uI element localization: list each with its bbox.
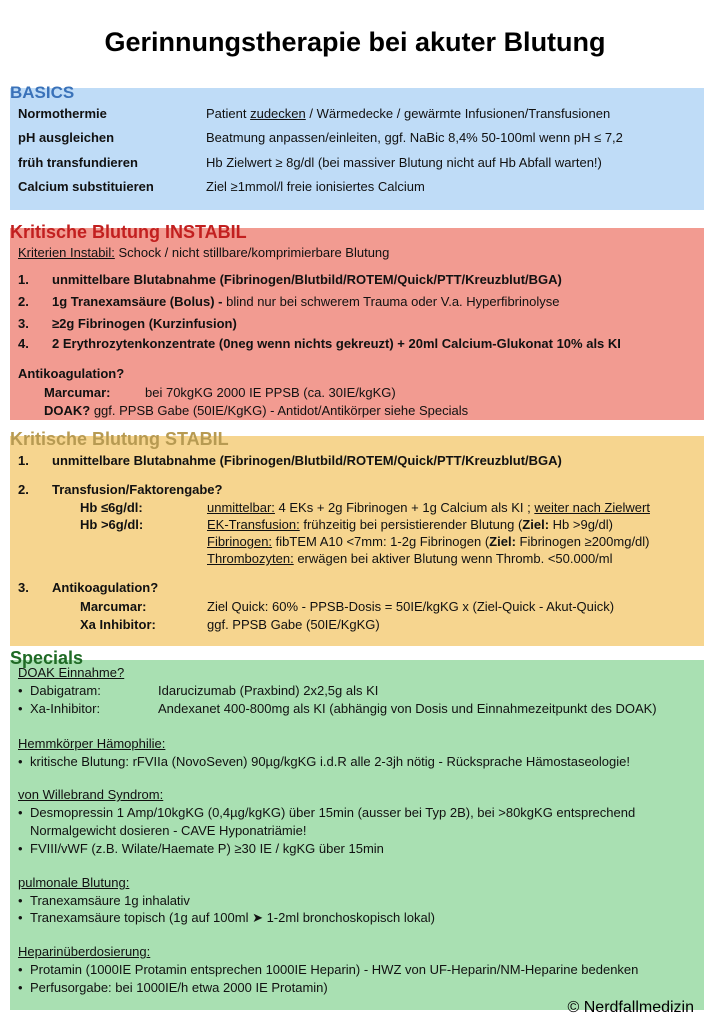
stabil-step-1: unmittelbare Blutabnahme (Fibrinogen/Blutbild/ROTEM/Quick/PTT/Kreuzblut/BGA): [52, 453, 562, 468]
instabil-criteria: Kriterien Instabil: Schock / nicht stillbare/komprimierbare Blutung: [18, 245, 390, 260]
basics-label-4: Calcium substituieren: [18, 179, 154, 194]
stabil-marcumar-text: Ziel Quick: 60% - PPSB-Dosis = 50IE/kgKG x (Ziel-Quick - Akut-Quick): [207, 599, 615, 614]
specials-hep-1: • Protamin (1000IE Protamin entsprechen 1000IE Heparin) - HWZ von UF-Heparin/NM-Heparine bedenken: [30, 962, 638, 978]
specials-pulm-title: pulmonale Blutung:: [18, 875, 130, 890]
specials-heading: Specials: [10, 648, 84, 668]
basics-heading: BASICS: [10, 83, 75, 102]
instabil-step-3: ≥2g Fibrinogen (Kurzinfusion): [52, 316, 237, 331]
specials-vwf-2: • FVIII/vWF (z.B. Wilate/Haemate P) ≥30 IE / kgKG über 15min: [30, 841, 384, 857]
specials-haemo-title: Hemmkörper Hämophilie:: [18, 736, 166, 751]
stabil-marcumar-label: Marcumar:: [80, 599, 147, 614]
specials-doak-text-2: Andexanet 400-800mg als KI (abhängig von Dosis und Einnahmezeitpunkt des DOAK): [158, 701, 657, 716]
basics-text-4: Ziel ≥1mmol/l freie ionisiertes Calcium: [206, 179, 425, 194]
stabil-step-3: Antikoagulation?: [52, 580, 159, 595]
instabil-heading: Kritische Blutung INSTABIL: [10, 222, 247, 242]
stabil-step-1-num: 1.: [18, 453, 29, 468]
stabil-hb-low-text: unmittelbar: 4 EKs + 2g Fibrinogen + 1g Calcium als KI ; weiter nach Zielwert: [207, 500, 650, 515]
stabil-hb-low-label: Hb ≤6g/dl:: [80, 500, 143, 515]
instabil-step-2-num: 2.: [18, 294, 29, 309]
specials-pulm-2: • Tranexamsäure topisch (1g auf 100ml ➤ 1-2ml bronchoskopisch lokal): [30, 910, 435, 926]
instabil-step-4-num: 4.: [18, 336, 29, 351]
basics-text-1: Patient zudecken / Wärmedecke / gewärmte Infusionen/Transfusionen: [206, 106, 611, 121]
specials-doak-label-1: • Dabigatram:: [30, 683, 101, 699]
stabil-ek-text: EK-Transfusion: frühzeitig bei persistierender Blutung (Ziel: Hb >9g/dl): [207, 517, 613, 532]
specials-haemo-text: • kritische Blutung: rFVIIa (NovoSeven) 90µg/kgKG i.d.R alle 2-3jh nötig - Rücksprache Hämostaseologie!: [30, 754, 630, 770]
stabil-hb-high-label: Hb >6g/dl:: [80, 517, 144, 532]
specials-hep-2: • Perfusorgabe: bei 1000IE/h etwa 2000 IE Protamin): [30, 980, 328, 996]
instabil-antikoag-label: Antikoagulation?: [18, 366, 125, 381]
stabil-step-2: Transfusion/Faktorengabe?: [52, 482, 223, 497]
specials-doak-label-2: • Xa-Inhibitor:: [30, 701, 100, 717]
instabil-marcumar-text: bei 70kgKG 2000 IE PPSB (ca. 30IE/kgKG): [145, 385, 396, 400]
specials-vwf-1b: Normalgewicht dosieren - CAVE Hyponatriämie!: [30, 823, 307, 838]
specials-vwf-title: von Willebrand Syndrom:: [18, 787, 164, 802]
stabil-thr-text: Thrombozyten: erwägen bei aktiver Blutung wenn Thromb. <50.000/ml: [207, 551, 613, 566]
instabil-doak: DOAK? ggf. PPSB Gabe (50IE/KgKG) - Antidot/Antikörper siehe Specials: [44, 403, 469, 418]
page-title: Gerinnungstherapie bei akuter Blutung: [104, 27, 606, 57]
stabil-xa-text: ggf. PPSB Gabe (50IE/KgKG): [207, 617, 380, 632]
specials-doak-title: DOAK Einnahme?: [18, 665, 125, 680]
specials-doak-text-1: Idarucizumab (Praxbind) 2x2,5g als KI: [158, 683, 379, 698]
basics-label-3: früh transfundieren: [18, 155, 138, 170]
footer-copyright: © Nerdfallmedizin: [567, 999, 694, 1016]
instabil-step-1-num: 1.: [18, 272, 29, 287]
instabil-step-4: 2 Erythrozytenkonzentrate (0neg wenn nichts gekreuzt) + 20ml Calcium-Glukonat 10% als KI: [52, 336, 621, 351]
basics-text-3: Hb Zielwert ≥ 8g/dl (bei massiver Blutung nicht auf Hb Abfall warten!): [206, 155, 602, 170]
instabil-step-2: 1g Tranexamsäure (Bolus) - blind nur bei schwerem Trauma oder V.a. Hyperfibrinolyse: [52, 294, 560, 309]
basics-label-2: pH ausgleichen: [18, 130, 115, 145]
specials-pulm-1: • Tranexamsäure 1g inhalativ: [30, 893, 190, 909]
stabil-heading: Kritische Blutung STABIL: [10, 429, 229, 449]
stabil-xa-label: Xa Inhibitor:: [80, 617, 156, 632]
specials-hep-title: Heparinüberdosierung:: [18, 944, 151, 959]
basics-label-1: Normothermie: [18, 106, 107, 121]
instabil-step-3-num: 3.: [18, 316, 29, 331]
stabil-step-2-num: 2.: [18, 482, 29, 497]
instabil-step-1: unmittelbare Blutabnahme (Fibrinogen/Blutbild/ROTEM/Quick/PTT/Kreuzblut/BGA): [52, 272, 562, 287]
stabil-step-3-num: 3.: [18, 580, 29, 595]
instabil-marcumar-label: Marcumar:: [44, 385, 111, 400]
specials-vwf-1a: • Desmopressin 1 Amp/10kgKG (0,4µg/kgKG) über 15min (ausser bei Typ 2B), bei >80kgKG entsprechend: [30, 805, 635, 821]
basics-text-2: Beatmung anpassen/einleiten, ggf. NaBic 8,4% 50-100ml wenn pH ≤ 7,2: [206, 130, 623, 145]
stabil-fib-text: Fibrinogen: fibTEM A10 <7mm: 1-2g Fibrinogen (Ziel: Fibrinogen ≥200mg/dl): [207, 534, 650, 549]
